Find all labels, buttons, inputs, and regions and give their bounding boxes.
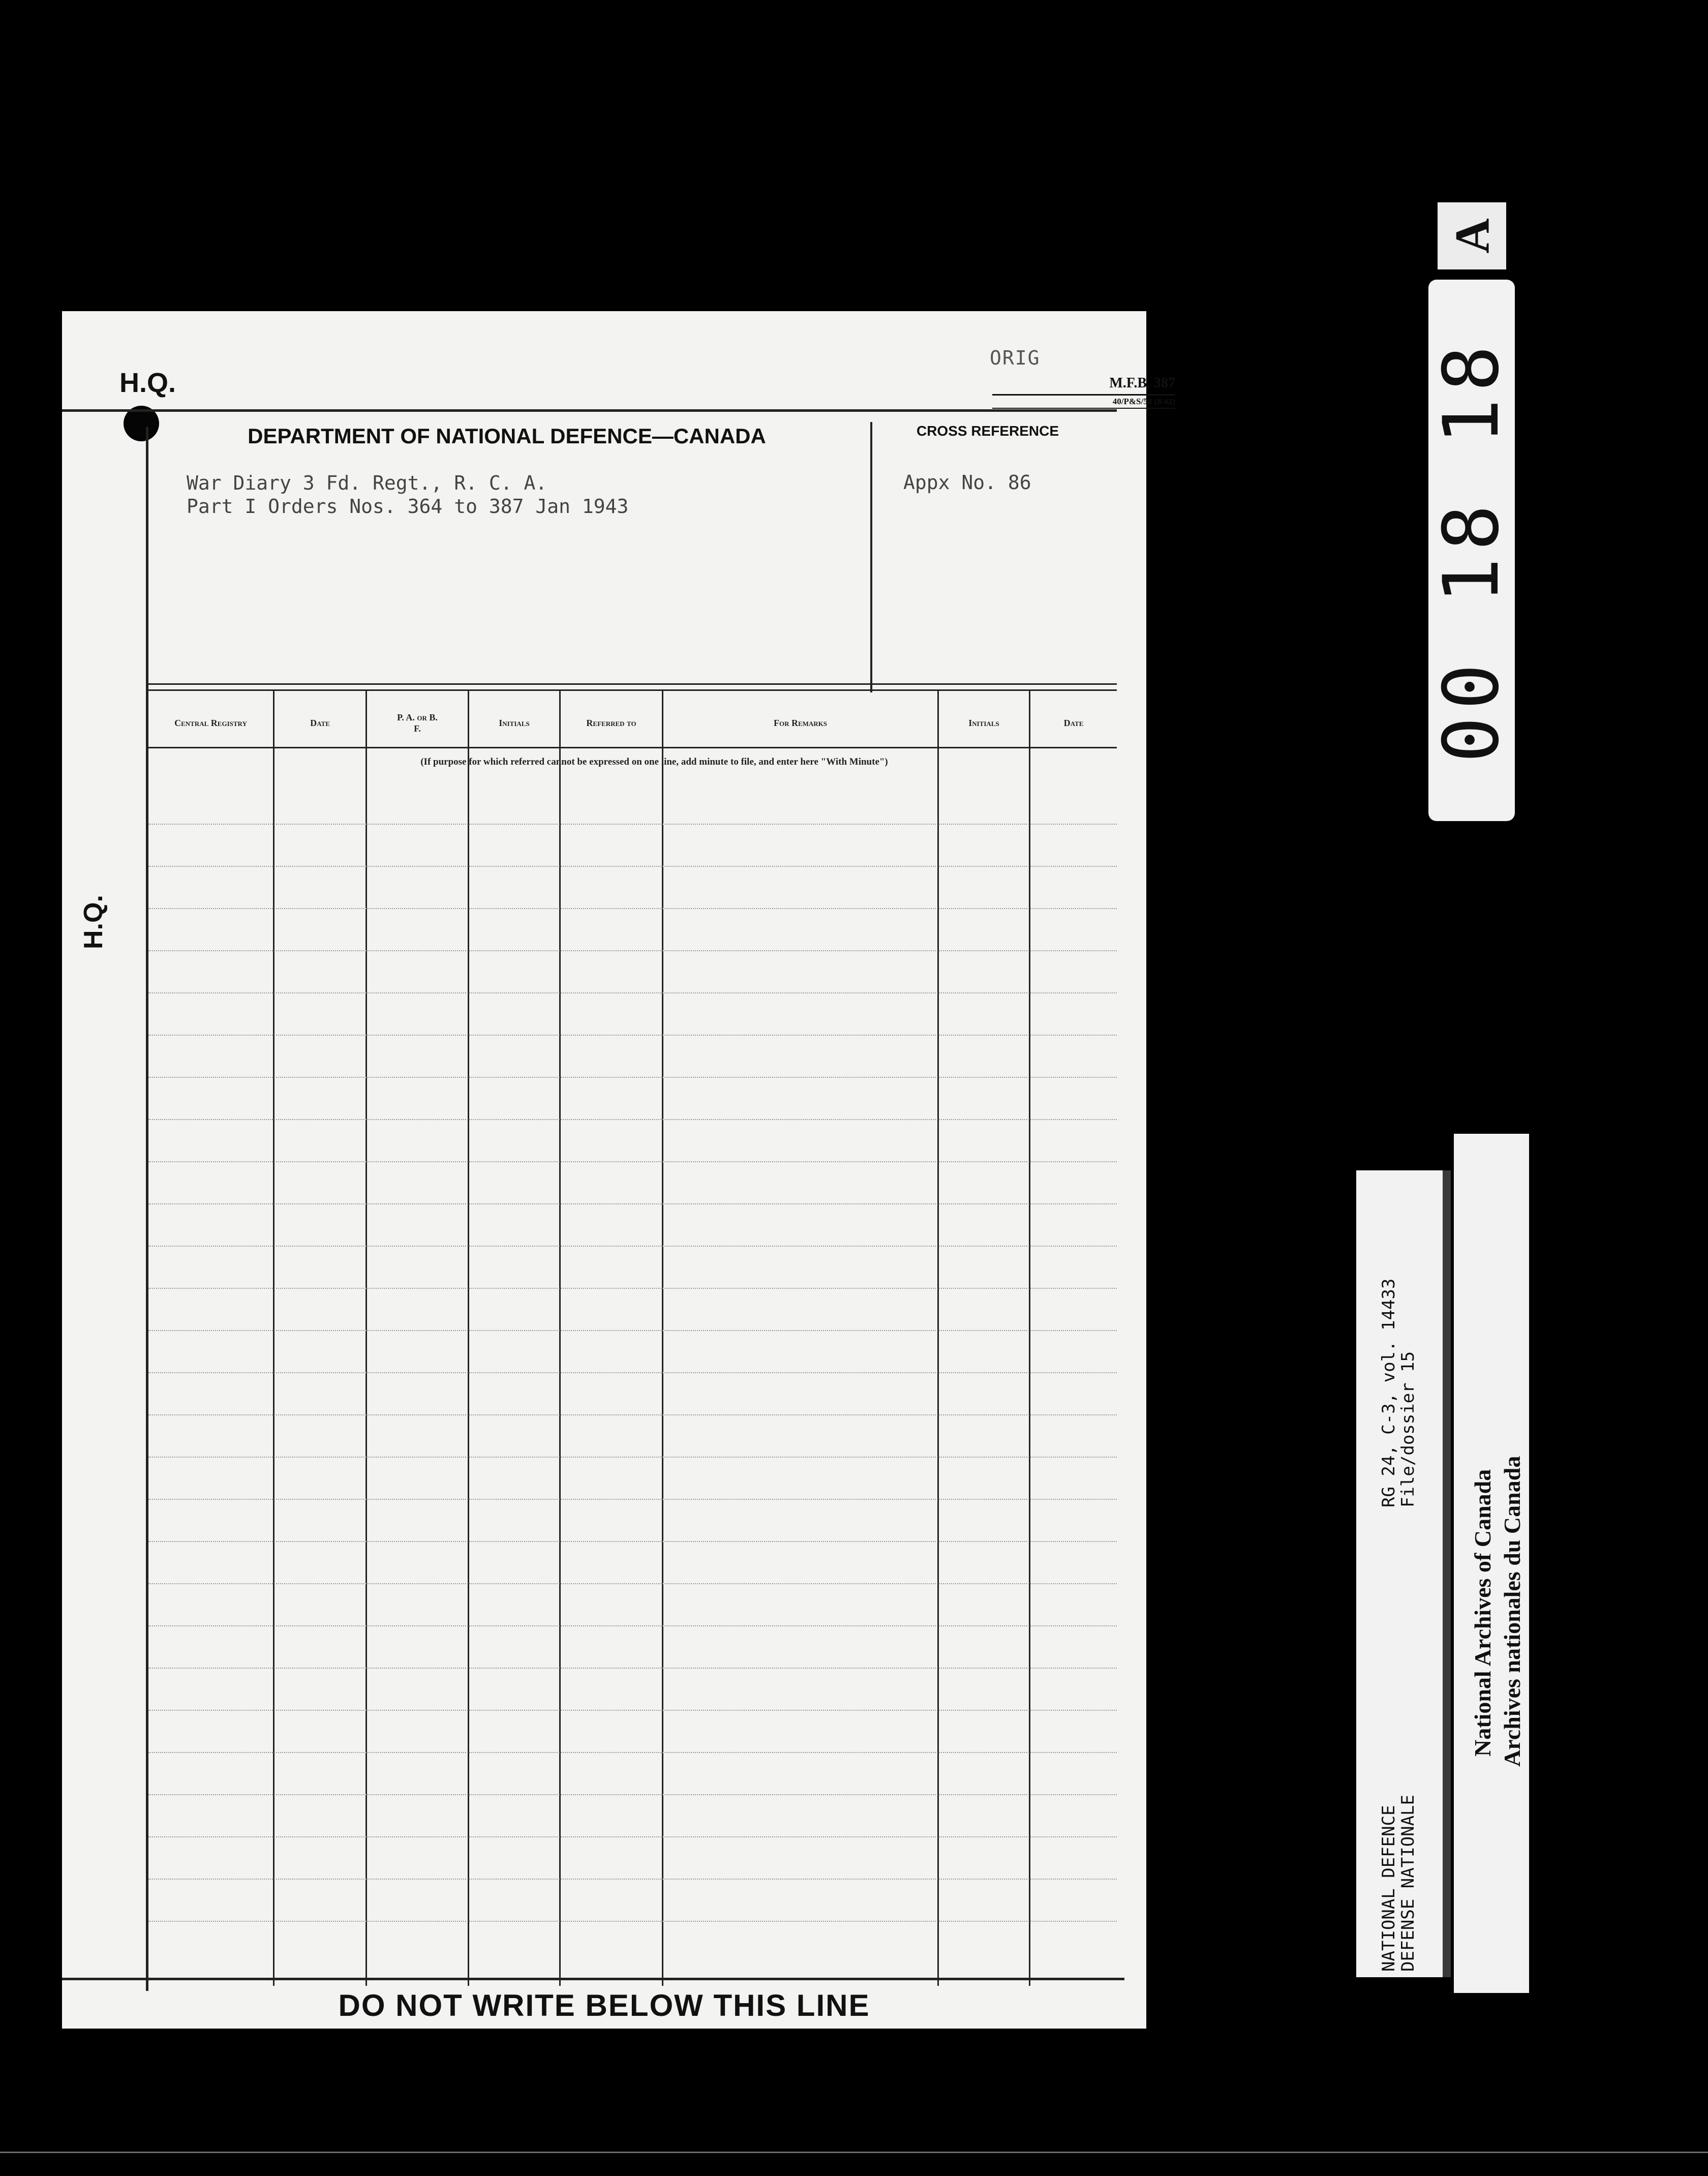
table-row-line	[148, 1035, 1117, 1036]
table-row-line	[148, 1752, 1117, 1753]
national-defence-text: NATIONAL DEFENCE	[1379, 1805, 1399, 1972]
appendix-number: Appx No. 86	[903, 471, 1031, 494]
mfb-number: M.F.B. 387	[1109, 375, 1175, 391]
table-row-line	[148, 1119, 1117, 1120]
table-row-line	[148, 1203, 1117, 1204]
table-row-line	[148, 1414, 1117, 1415]
hq-marking-side: H.Q.	[79, 895, 108, 949]
frame-number: 00 18 18	[1427, 338, 1516, 763]
scan-bottom-line	[0, 2152, 1708, 2153]
column-header-date: Date	[310, 718, 330, 728]
table-row-line	[148, 1794, 1117, 1795]
defense-nationale-text: DEFENSE NATIONALE	[1398, 1795, 1418, 1972]
microfilm-frame-strip	[1428, 280, 1515, 821]
cross-reference-heading: CROSS REFERENCE	[916, 423, 1059, 439]
column-divider	[662, 689, 663, 1986]
table-row-line	[148, 1457, 1117, 1458]
do-not-write-footer: DO NOT WRITE BELOW THIS LINE	[338, 1988, 870, 2022]
label-shadow	[1443, 1170, 1451, 1977]
purpose-instruction: (If purpose for which referred cannot be expressed on one line, add minute to file, and enter here "With Minute")	[420, 757, 888, 767]
table-top-rule-inner	[147, 689, 1117, 691]
table-row-line	[148, 1541, 1117, 1542]
table-row-line	[148, 992, 1117, 993]
archives-name-french: Archives nationales du Canada	[1499, 1456, 1525, 1767]
column-header-pa-bf: P. A. or B. F.	[397, 712, 438, 734]
header-divider	[870, 422, 872, 692]
column-header-central-registry: Central Registry	[174, 718, 247, 728]
column-divider	[365, 689, 367, 1986]
table-row-line	[148, 1330, 1117, 1331]
table-row-line	[148, 1710, 1117, 1711]
mfb-rule	[992, 394, 1175, 396]
department-title: DEPARTMENT OF NATIONAL DEFENCE—CANADA	[248, 424, 766, 448]
table-row-line	[148, 866, 1117, 867]
tab-letter: A	[1445, 218, 1499, 254]
bottom-rule	[62, 1978, 1124, 1980]
archives-name-english: National Archives of Canada	[1470, 1469, 1496, 1757]
subject-line-2: Part I Orders Nos. 364 to 387 Jan 1943	[187, 495, 629, 518]
table-top-rule	[147, 683, 1117, 685]
column-header-referred-to: Referred to	[586, 718, 636, 728]
table-row-line	[148, 1161, 1117, 1162]
column-divider	[1029, 689, 1030, 1986]
column-header-date-2: Date	[1063, 718, 1084, 728]
column-divider	[273, 689, 274, 1986]
file-dossier-text: File/dossier 15	[1398, 1351, 1418, 1507]
table-row-line	[148, 1372, 1117, 1373]
table-row-line	[148, 1879, 1117, 1880]
microfilm-tab	[1438, 202, 1506, 269]
table-row-line	[148, 1288, 1117, 1289]
top-rule	[62, 409, 1117, 412]
column-divider	[468, 689, 469, 1986]
left-margin-rule	[146, 427, 148, 1991]
form-code: 40/P&S/58 (8/42)	[1112, 397, 1175, 406]
subject-line-1: War Diary 3 Fd. Regt., R. C. A.	[187, 472, 547, 494]
table-row-line	[148, 908, 1117, 909]
table-row-line	[148, 824, 1117, 825]
table-header-rule	[147, 747, 1117, 748]
table-row-line	[148, 1077, 1117, 1078]
record-group-text: RG 24, C-3, vol. 14433	[1379, 1278, 1399, 1507]
column-header-initials: Initials	[499, 718, 530, 728]
column-header-for-remarks: For Remarks	[773, 718, 828, 728]
column-divider	[937, 689, 939, 1986]
table-row-line	[148, 1836, 1117, 1837]
form-code-rule	[992, 408, 1175, 409]
orig-stamp: ORIG	[990, 347, 1041, 369]
table-row-line	[148, 1625, 1117, 1626]
subject-text	[187, 471, 628, 518]
table-row-line	[148, 1921, 1117, 1922]
hq-marking-top: H.Q.	[119, 368, 176, 398]
table-row-line	[148, 950, 1117, 951]
form-sheet	[62, 311, 1175, 2029]
column-header-initials-2: Initials	[968, 718, 999, 728]
table-row-line	[148, 1668, 1117, 1669]
column-divider	[559, 689, 561, 1986]
table-row-line	[148, 1583, 1117, 1584]
table-row-line	[148, 1246, 1117, 1247]
table-row-line	[148, 1499, 1117, 1500]
